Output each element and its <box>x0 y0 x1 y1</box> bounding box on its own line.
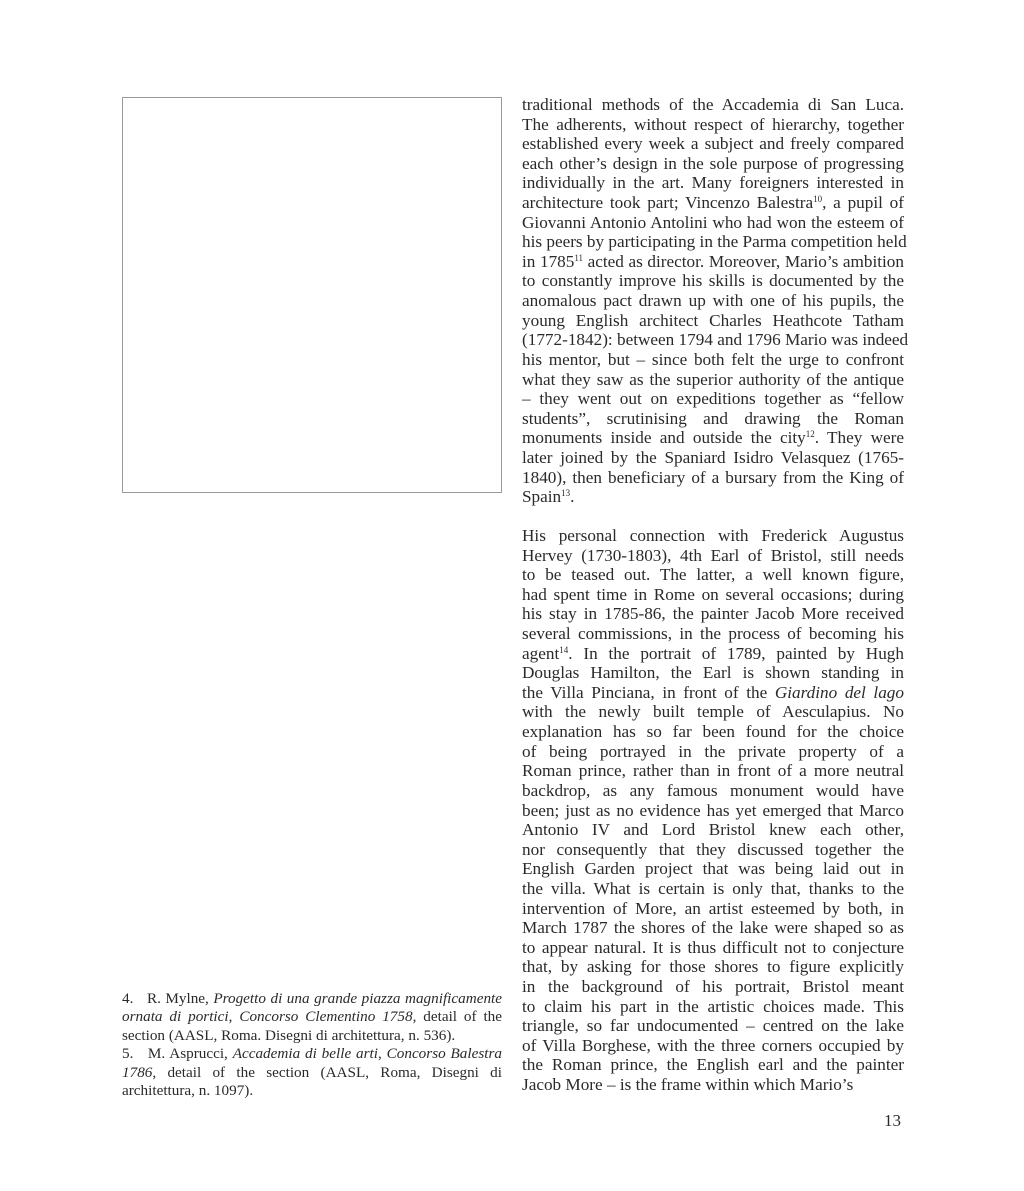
text-segment: backdrop, as any famous monument would have <box>522 780 904 800</box>
caption-title: Accademia di belle arti <box>232 1045 378 1063</box>
text-segment: later joined by the Spaniard Isidro Velasquez (1765- <box>522 447 904 467</box>
text-segment: established every week a subject and freely compared <box>522 134 904 154</box>
page-number: 13 <box>884 1111 901 1130</box>
text-segment: students”, scrutinising and drawing the Roman <box>522 408 904 428</box>
text-line <box>522 918 904 938</box>
text-segment: Jacob More – is the frame within which Mario’s <box>522 1075 854 1095</box>
text-segment: 1840), then beneficiary of a bursary from the King of <box>522 467 904 487</box>
text-line <box>522 448 904 468</box>
text-line <box>522 370 904 390</box>
text-segment: traditional methods of the Accademia di San Luca. <box>522 95 904 114</box>
text-line <box>522 1055 904 1075</box>
text-segment: been; just as no evidence has yet emerged that Marco <box>522 800 904 820</box>
figure-captions <box>122 990 502 1100</box>
caption-5-line-1 <box>122 1045 502 1063</box>
text-segment: Douglas Hamilton, the Earl is shown standing in <box>522 663 904 683</box>
text-segment: triangle, so far undocumented – centred on the lake <box>522 1016 904 1036</box>
text-line <box>522 997 904 1017</box>
caption-author: R. Mylne, <box>146 990 214 1007</box>
text-line <box>522 977 904 997</box>
text-segment: had spent time in Rome on several occasions; during <box>522 584 904 604</box>
italic-title: Giardino del lago <box>774 682 904 702</box>
footnote-ref: 13 <box>561 488 571 499</box>
footnote-ref: 14 <box>559 644 569 655</box>
body-paragraph-1 <box>522 95 909 507</box>
text-segment: Antonio IV and Lord Bristol knew each other, <box>522 820 904 840</box>
caption-title: Progetto di una grande piazza magnificamente <box>213 990 502 1007</box>
text-segment: to be teased out. The latter, a well known figure, <box>522 565 904 585</box>
caption-number: 5. <box>122 1045 134 1063</box>
text-line <box>522 761 904 781</box>
text-line <box>522 899 904 919</box>
text-segment: each other’s design in the sole purpose of progressing <box>522 153 904 173</box>
text-segment: (1772-1842): between 1794 and 1796 Mario was indeed <box>522 330 909 350</box>
caption-author: M. Asprucci, <box>147 1045 233 1063</box>
text-segment: intervention of More, an artist esteemed by both, in <box>522 898 904 918</box>
text-line <box>522 938 904 958</box>
text-segment: nor consequently that they discussed together the <box>522 839 904 859</box>
text-segment: individually in the art. Many foreigners interested in <box>522 173 904 193</box>
text-segment: monuments inside and outside the city <box>522 428 806 448</box>
text-segment: . In the portrait of 1789, painted by Hugh <box>568 643 904 663</box>
text-line <box>522 820 904 840</box>
body-paragraph-2 <box>522 526 904 1095</box>
text-line <box>522 624 904 644</box>
text-segment: that, by asking for those shores to figure explicitly <box>522 957 904 977</box>
text-segment: the Villa Pinciana, in front of the <box>522 682 775 702</box>
caption-5-line-3 <box>122 1082 502 1100</box>
text-line <box>522 173 904 193</box>
text-segment: to appear natural. It is thus difficult not to conjecture <box>522 937 904 957</box>
footnote-ref: 10 <box>813 194 823 205</box>
caption-number: 4. <box>122 990 134 1007</box>
text-line <box>522 134 904 154</box>
caption-5-line-2 <box>122 1064 502 1082</box>
text-segment: the Roman prince, the English earl and the painter <box>522 1055 904 1075</box>
text-segment: anomalous pact drawn up with one of his pupils, the <box>522 291 904 311</box>
text-line <box>522 350 904 370</box>
text-segment: , a pupil of <box>822 193 904 213</box>
text-line <box>522 801 904 821</box>
caption-contest: Concorso Clementino 1758 <box>239 1008 413 1026</box>
text-line <box>522 585 904 605</box>
text-segment: The adherents, without respect of hierarchy, together <box>522 114 904 134</box>
text-segment: Hervey (1730-1803), 4th Earl of Bristol, still needs <box>522 545 904 565</box>
text-segment: in the background of his portrait, Bristol meant <box>522 977 904 997</box>
caption-separator: , <box>377 1045 387 1063</box>
text-line <box>522 291 904 311</box>
text-line <box>522 487 904 507</box>
text-line <box>522 271 904 291</box>
text-line <box>522 546 904 566</box>
footnote-ref: 12 <box>805 429 815 440</box>
text-segment: Giovanni Antonio Antolini who had won the esteem of <box>522 212 904 232</box>
text-line <box>522 644 904 664</box>
text-segment: what they saw as the superior authority of the antique <box>522 369 904 389</box>
text-segment: with the newly built temple of Aesculapius. No <box>522 702 904 722</box>
text-segment: several commissions, in the process of becoming his <box>522 624 904 644</box>
text-line <box>522 409 904 429</box>
text-segment: English Garden project that was being laid out in <box>522 859 904 879</box>
text-line <box>522 526 904 546</box>
text-line <box>522 389 904 409</box>
text-line <box>522 252 904 272</box>
text-line <box>522 663 904 683</box>
caption-separator: , <box>228 1008 240 1026</box>
text-segment: March 1787 the shores of the lake were shaped so as <box>522 918 904 938</box>
text-line <box>522 95 904 115</box>
text-line <box>522 428 904 448</box>
text-segment: agent <box>522 643 560 663</box>
text-line <box>522 702 904 722</box>
text-line <box>522 311 904 331</box>
text-line <box>522 1075 904 1095</box>
text-segment: of Villa Borghese, with the three corners occupied by <box>522 1035 904 1055</box>
text-segment: – they went out on expeditions together as “fellow <box>522 389 904 409</box>
caption-4-line-1 <box>122 990 502 1008</box>
caption-contest-year: 1786 <box>122 1063 153 1081</box>
text-segment: . <box>570 487 575 507</box>
text-line <box>522 213 904 233</box>
text-line <box>522 193 904 213</box>
text-segment: of being portrayed in the private property of a <box>522 741 904 761</box>
text-line <box>522 232 907 252</box>
text-segment: his stay in 1785-86, the painter Jacob More received <box>522 604 904 624</box>
text-segment: Roman prince, rather than in front of a more neutral <box>522 761 904 781</box>
text-segment: his mentor, but – since both felt the urge to confront <box>522 349 904 369</box>
text-line <box>522 781 904 801</box>
text-line <box>522 957 904 977</box>
text-line <box>522 154 904 174</box>
text-segment: the villa. What is certain is only that, thanks to the <box>522 878 904 898</box>
text-line <box>522 879 904 899</box>
text-line <box>522 840 904 860</box>
text-line <box>522 1036 904 1056</box>
text-segment: to constantly improve his skills is documented by the <box>522 271 904 291</box>
text-segment: . They were <box>814 428 904 448</box>
text-line <box>522 722 904 742</box>
caption-4-line-2 <box>122 1008 502 1026</box>
text-line <box>522 859 904 879</box>
text-line <box>522 683 904 703</box>
text-segment: architecture took part; Vincenzo Balestra <box>522 193 814 213</box>
caption-contest: Concorso Balestra <box>386 1045 502 1063</box>
footnote-ref: 11 <box>574 252 584 263</box>
caption-title: ornata di portici <box>122 1008 229 1026</box>
text-segment: acted as director. Moreover, Mario’s ambition <box>583 251 904 271</box>
text-segment: Spain <box>522 487 562 507</box>
text-segment: young English architect Charles Heathcote Tatham <box>522 310 904 330</box>
text-line <box>522 604 904 624</box>
figure-placeholder-frame <box>122 97 502 493</box>
text-segment: explanation has so far been found for the choice <box>522 722 904 742</box>
caption-source: architettura, n. 1097). <box>122 1081 254 1099</box>
caption-source: section (AASL, Roma. Disegni di architettura, n. 536). <box>122 1026 456 1044</box>
text-line <box>522 742 904 762</box>
caption-detail: , detail of the <box>412 1008 502 1026</box>
text-line <box>522 330 909 350</box>
text-line <box>522 468 904 488</box>
text-segment: His personal connection with Frederick Augustus <box>522 526 904 545</box>
text-segment: in 1785 <box>522 251 575 271</box>
text-line <box>522 115 904 135</box>
text-segment: his peers by participating in the Parma competition held <box>522 232 907 252</box>
caption-4-line-3 <box>122 1027 502 1045</box>
text-line <box>522 565 904 585</box>
caption-detail: , detail of the section (AASL, Roma, Disegni di <box>152 1063 502 1081</box>
text-line <box>522 1016 904 1036</box>
text-segment: to claim his part in the artistic choices made. This <box>522 996 904 1016</box>
